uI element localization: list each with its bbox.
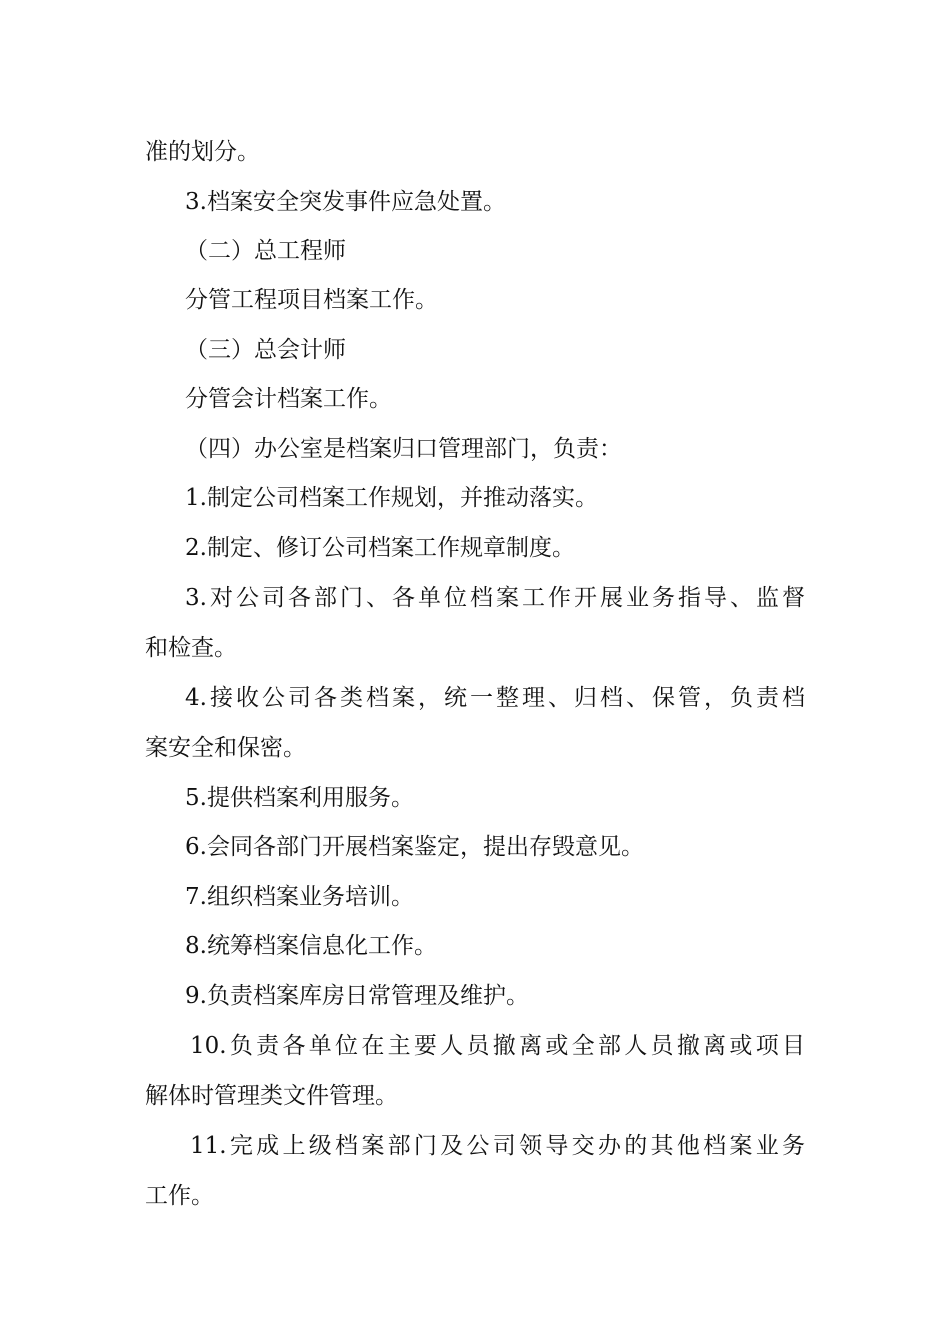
list-item: 11.完成上级档案部门及公司领导交办的其他档案业务 (190, 1133, 805, 1159)
list-item: 3.对公司各部门、各单位档案工作开展业务指导、监督 (185, 585, 805, 611)
list-item: 8.统筹档案信息化工作。 (185, 933, 437, 959)
list-item: 9.负责档案库房日常管理及维护。 (185, 983, 529, 1009)
section-heading: （四）办公室是档案归口管理部门，负责： (185, 436, 622, 462)
section-heading: （三）总会计师 (185, 337, 346, 363)
list-item-continuation: 和检查。 (145, 635, 237, 661)
list-item-continuation: 案安全和保密。 (145, 735, 306, 761)
list-item-continuation: 工作。 (145, 1183, 214, 1209)
paragraph-line: 分管工程项目档案工作。 (185, 287, 438, 313)
list-item: 2.制定、修订公司档案工作规章制度。 (185, 535, 575, 561)
list-item: 4.接收公司各类档案，统一整理、归档、保管，负责档 (185, 685, 805, 711)
paragraph-line: 准的划分。 (145, 139, 260, 165)
list-item-continuation: 解体时管理类文件管理。 (145, 1083, 398, 1109)
list-item: 1.制定公司档案工作规划，并推动落实。 (185, 485, 598, 511)
paragraph-line: 分管会计档案工作。 (185, 386, 392, 412)
list-item: 5.提供档案利用服务。 (185, 785, 414, 811)
section-heading: （二）总工程师 (185, 238, 346, 264)
list-item: 7.组织档案业务培训。 (185, 884, 414, 910)
list-item: 6.会同各部门开展档案鉴定，提出存毁意见。 (185, 834, 644, 860)
list-item: 10.负责各单位在主要人员撤离或全部人员撤离或项目 (190, 1033, 805, 1059)
paragraph-line: 3.档案安全突发事件应急处置。 (185, 189, 506, 215)
